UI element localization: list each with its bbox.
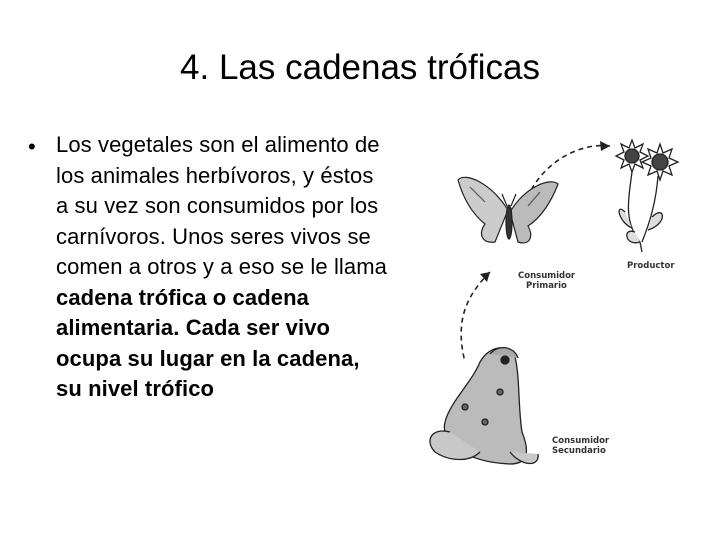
- bullet-text: [56, 130, 388, 405]
- butterfly-icon: [458, 177, 558, 243]
- arrowhead-icon: [600, 141, 610, 151]
- bullet-text-regular: Los vegetales son el alimento de los animales herbívoros, y éstos a su vez son consumidos por los carnívoros. Unos seres vivos se comen a otros y a eso se le llama: [56, 132, 388, 279]
- bullet-dot-icon: •: [28, 134, 36, 159]
- bullet-text-bold: cadena trófica o cadena alimentaria. Cada ser vivo ocupa su lugar en la cadena, su nivel trófico: [56, 284, 360, 401]
- arrow-primary-to-secondary: [461, 272, 490, 362]
- label-secondary-line2: Secundario: [552, 446, 606, 456]
- slide-title: 4. Las cadenas tróficas: [180, 48, 540, 87]
- label-primary-line2: Primario: [526, 281, 567, 291]
- frog-icon: [430, 348, 538, 464]
- food-chain-illustration: [410, 132, 710, 482]
- flower-icon: [616, 140, 678, 252]
- label-primary-line1: Consumidor: [518, 271, 576, 281]
- label-secondary-line1: Consumidor: [552, 436, 610, 446]
- food-chain-diagram: [410, 132, 710, 482]
- label-producer: Productor: [627, 261, 675, 271]
